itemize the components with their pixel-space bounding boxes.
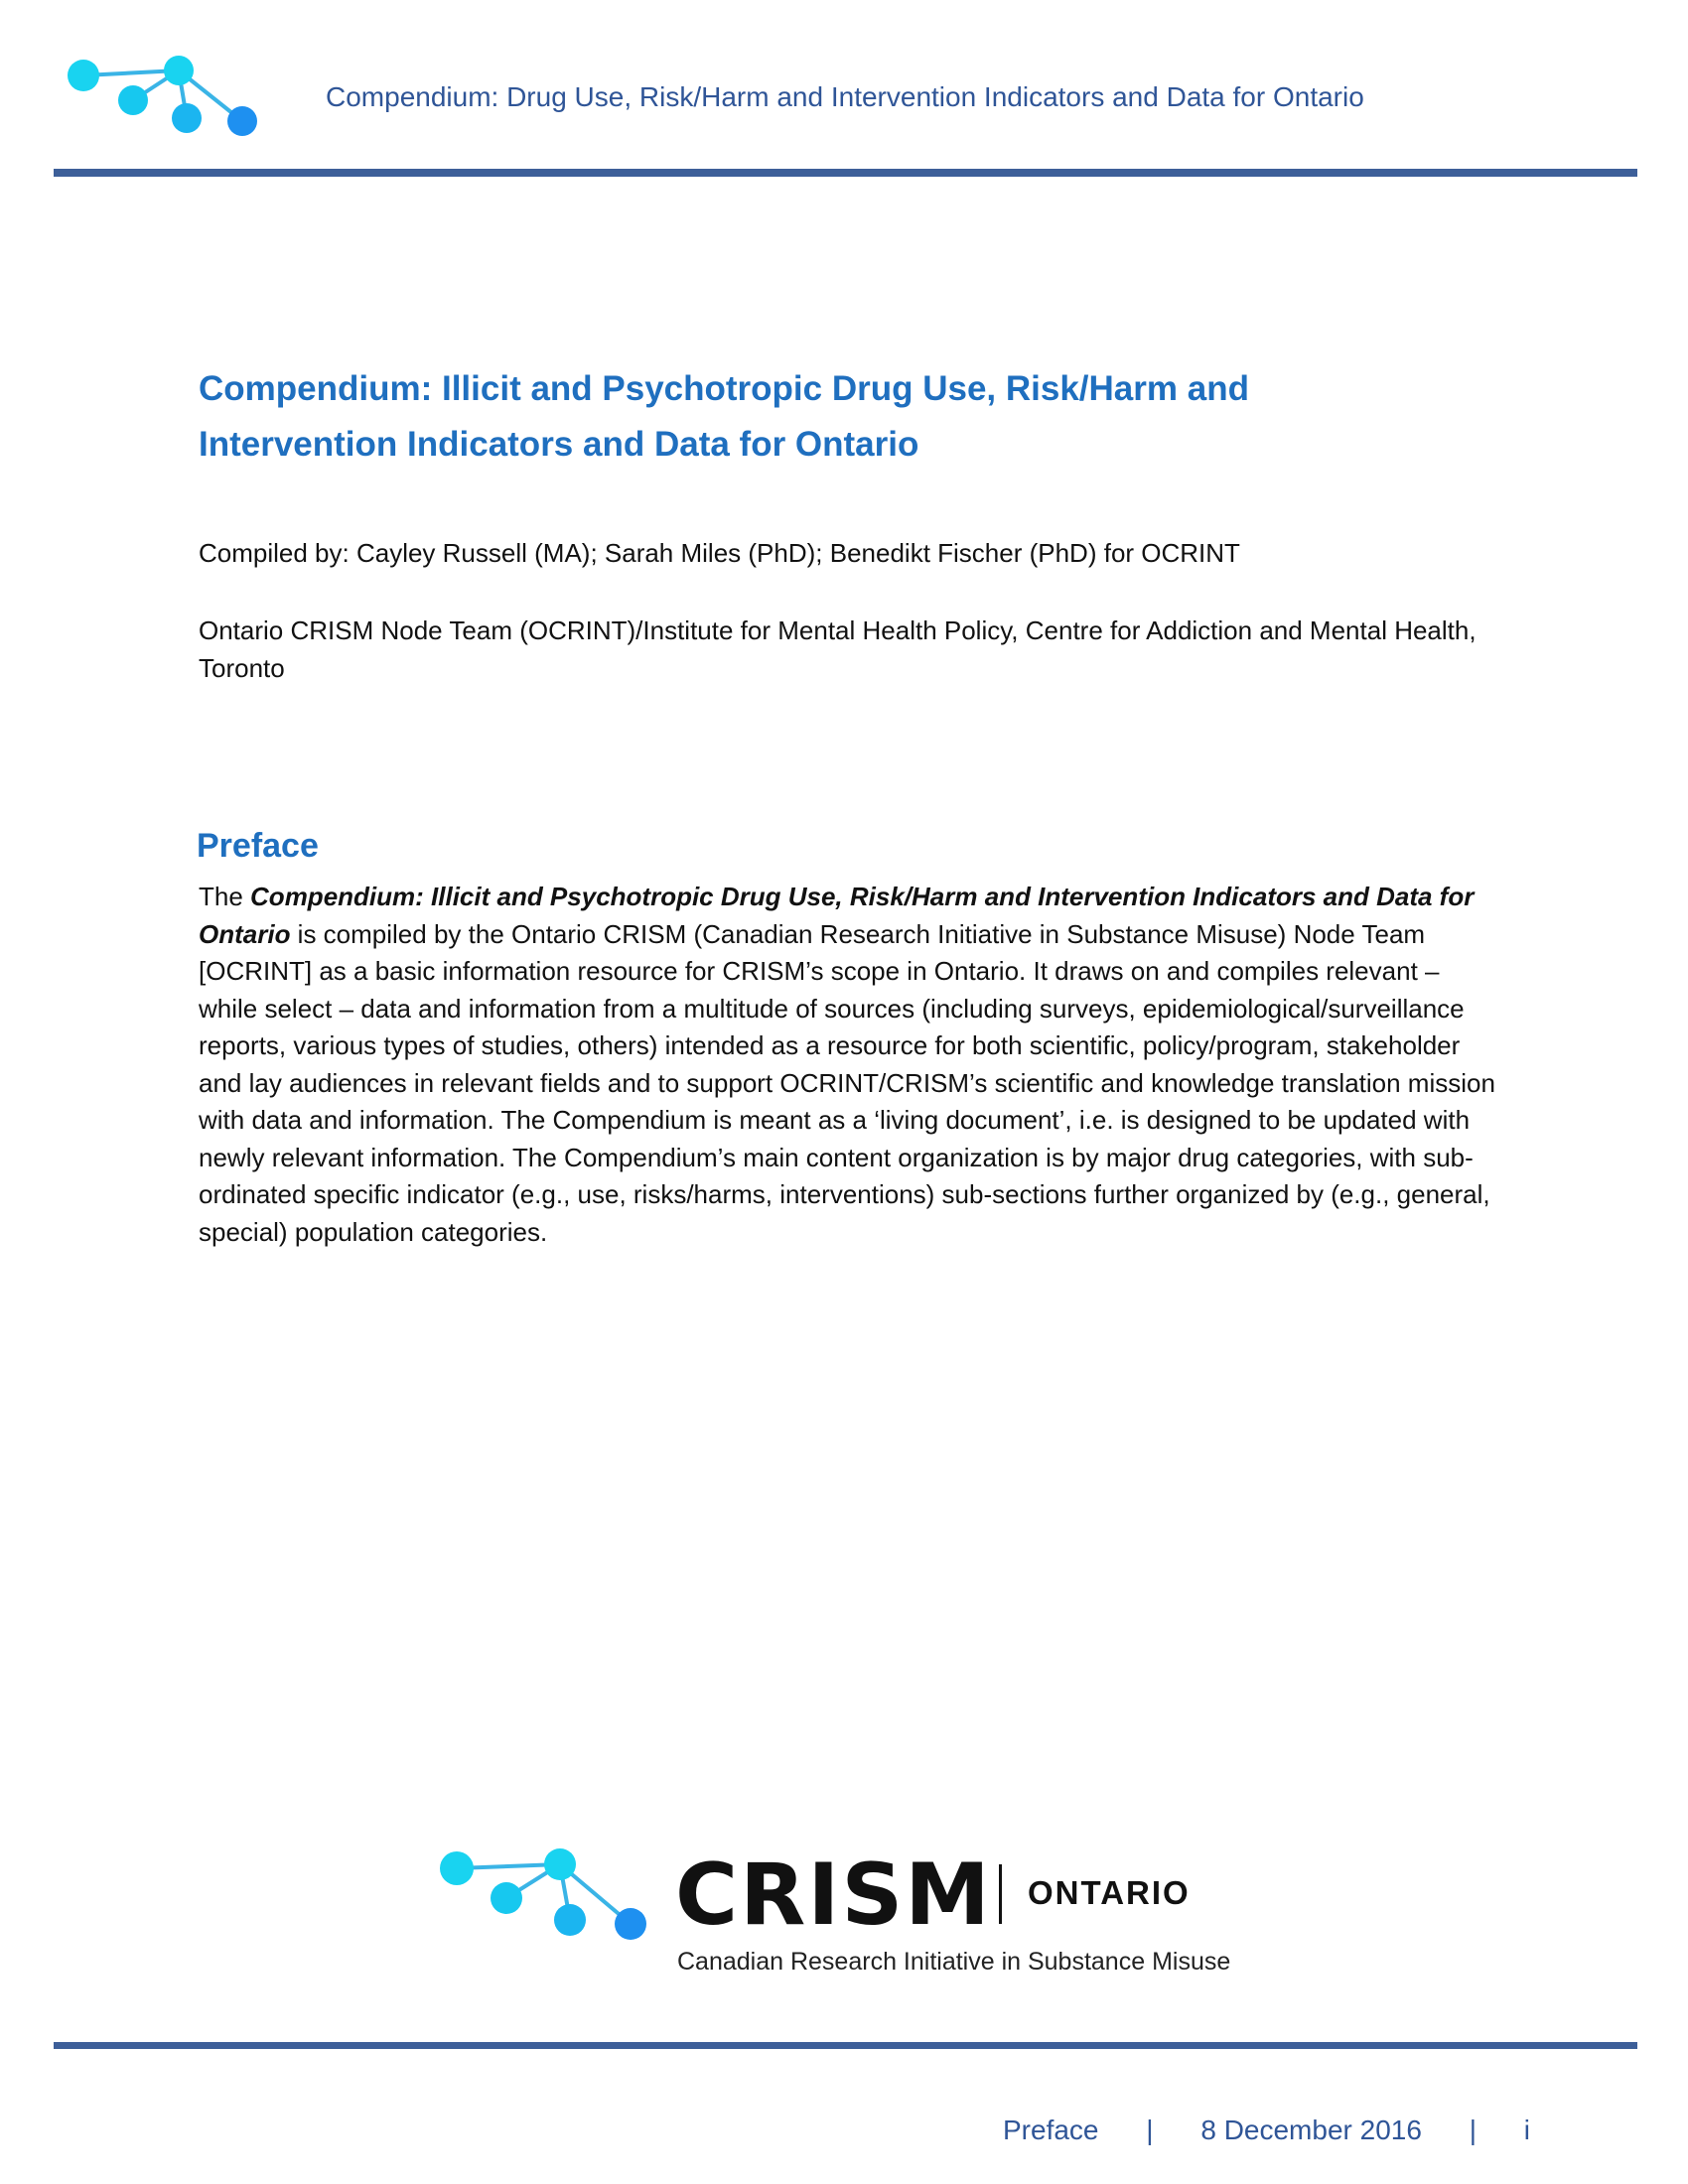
logo-region: ONTARIO [1028,1874,1191,1911]
logo-tagline: Canadian Research Initiative in Substance Misuse [677,1948,1231,1976]
header-divider [54,169,1637,177]
preface-text: is compiled by the Ontario CRISM (Canadian Research Initiative in Substance Misuse) Node Team [OCRINT] as a basic information resource for CRISM’s scope in Ontario. It draws on and compiles relevant – while select – data and information from a multitude of sources (including surveys, epidemiological/surveillance reports, various types of studies, others) intended as a resource for both scientific, policy/program, stakeholder and lay audiences in relevant fields and to support OCRINT/CRISM’s scientific and knowledge translation mission with data and information. The Compendium is meant as a ‘living document’, i.e. is designed to be updated with newly relevant information. The Compendium’s main content organization is by major drug categories, with sub-ordinated specific indicator (e.g., use, risks/harms, interventions) sub-sections further organized by (e.g., general, special) population categories. [199,918,1495,1247]
document-title [199,361,1390,473]
footer-page-number: i [1523,2115,1530,2145]
logo-separator [999,1864,1002,1924]
document-title-line-2: Intervention Indicators and Data for Ontario [199,425,919,464]
footer-divider [54,2042,1637,2049]
document-title-line-1: Compendium: Illicit and Psychotropic Drug Use, Risk/Harm and [199,369,1249,408]
crism-molecule-icon [437,1846,665,1946]
preface-title-emphasis: Compendium: Illicit and Psychotropic Drug Use, Risk/Harm and Intervention Indicators and Data for Ontario [199,882,1475,949]
page-header [0,0,1688,179]
compiled-by: Compiled by: Cayley Russell (MA); Sarah Miles (PhD); Benedikt Fischer (PhD) for OCRINT [199,538,1240,568]
footer-separator: | [1469,2115,1477,2145]
molecule-nodes-icon [66,56,264,139]
page-footer [1003,2115,1530,2146]
footer-date: 8 December 2016 [1200,2115,1422,2145]
footer-separator: | [1146,2115,1154,2145]
preface-paragraph [199,879,1499,1251]
footer-section: Preface [1003,2115,1099,2145]
running-title: Compendium: Drug Use, Risk/Harm and Intervention Indicators and Data for Ontario [326,81,1364,112]
preface-heading: Preface [197,827,319,865]
affiliation: Ontario CRISM Node Team (OCRINT)/Institute for Mental Health Policy, Centre for Addiction and Mental Health, Toronto [199,615,1477,683]
preface-lead: The [199,882,251,911]
crism-wordmark: CRISM [675,1845,992,1945]
crism-ontario-logo [437,1846,1231,1995]
